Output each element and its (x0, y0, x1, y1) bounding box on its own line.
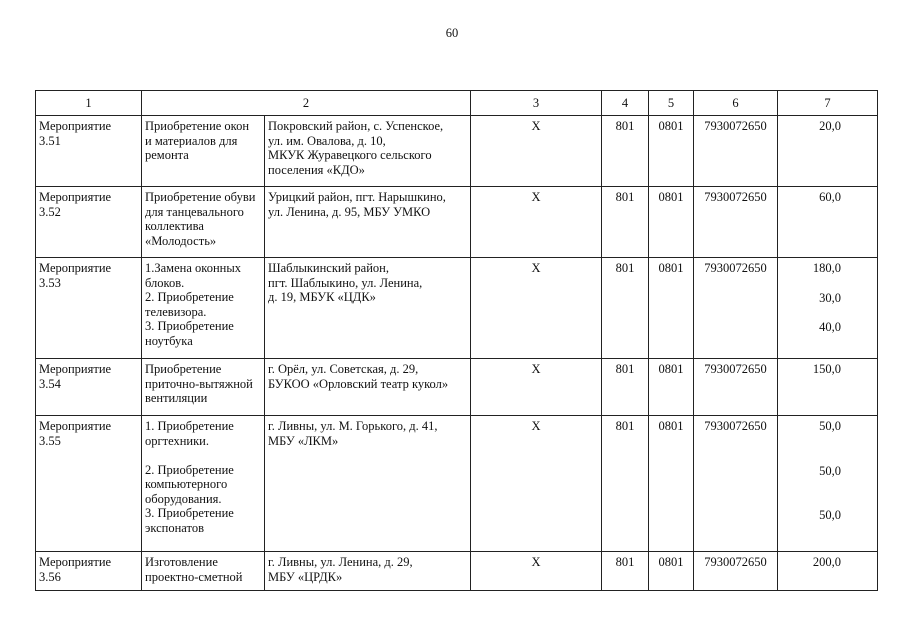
event-name-cell-line: 3.51 (39, 133, 61, 148)
purchase-description-cell-line: блоков. (145, 275, 185, 290)
purchase-description-cell-line: компьютерного (145, 477, 228, 491)
table-row (36, 187, 878, 258)
event-name-cell (36, 187, 142, 258)
event-name-cell-line: Мероприятие (39, 419, 112, 433)
purchase-description-cell-line: Изготовление (145, 555, 218, 569)
target-code-cell: 7930072650 (694, 359, 778, 416)
event-name-cell (36, 359, 142, 416)
code-801-cell: 801 (602, 187, 649, 258)
purchase-description-cell-line: 3. Приобретение (145, 506, 234, 520)
purchase-description-cell-line: для танцевального (145, 204, 244, 219)
event-name-cell-line: 3.55 (39, 433, 61, 448)
amount-cell (778, 187, 878, 258)
event-name-cell-line: Мероприятие (39, 190, 112, 204)
code-0801-cell: 0801 (649, 416, 694, 552)
table-row (36, 552, 878, 591)
table-header-row (36, 91, 878, 116)
code-x-cell: X (471, 552, 602, 591)
event-name-cell-line: Мероприятие (39, 119, 112, 133)
purchase-description-cell-line: экспонатов (145, 520, 204, 535)
address-cell (265, 187, 471, 258)
header-cell-4: 4 (602, 91, 649, 116)
header-cell-3: 3 (471, 91, 602, 116)
code-801-cell: 801 (602, 116, 649, 187)
code-0801-cell: 0801 (649, 116, 694, 187)
purchase-description-cell (142, 416, 265, 552)
event-name-cell (36, 552, 142, 591)
event-name-cell-line: 3.52 (39, 204, 61, 219)
address-cell-line: г. Ливны, ул. Ленина, д. 29, (268, 555, 413, 569)
purchase-description-cell-line: приточно-вытяжной (145, 376, 253, 391)
amount-value: 50,0 (819, 508, 841, 522)
address-cell-line: ул. им. Овалова, д. 10, (268, 133, 386, 148)
target-code-cell: 7930072650 (694, 552, 778, 591)
code-x-cell: X (471, 187, 602, 258)
code-801-cell: 801 (602, 258, 649, 359)
address-cell-line: г. Орёл, ул. Советская, д. 29, (268, 362, 419, 376)
event-name-cell-line: Мероприятие (39, 362, 112, 376)
address-cell (265, 359, 471, 416)
event-name-cell-line: Мероприятие (39, 261, 112, 275)
amount-cell (778, 359, 878, 416)
amount-value: 50,0 (819, 463, 841, 478)
page-number: 60 (445, 26, 459, 40)
amount-value: 60,0 (819, 190, 841, 204)
code-801-cell: 801 (602, 552, 649, 591)
purchase-description-cell-line: 2. Приобретение (145, 290, 234, 304)
address-cell (265, 116, 471, 187)
amount-cell (778, 258, 878, 359)
purchase-description-cell-line: оборудования. (145, 491, 222, 506)
code-x-cell: X (471, 416, 602, 552)
header-cell-6: 6 (694, 91, 778, 116)
purchase-description-cell (142, 359, 265, 416)
header-cell-5: 5 (649, 91, 694, 116)
purchase-description-cell (142, 116, 265, 187)
purchase-description-cell-line: 3. Приобретение (145, 319, 234, 333)
address-cell-line: БУКОО «Орловский театр кукол» (268, 376, 449, 391)
code-801-cell: 801 (602, 359, 649, 416)
address-cell (265, 552, 471, 591)
target-code-cell: 7930072650 (694, 258, 778, 359)
address-cell-line: МБУ «ЦРДК» (268, 569, 343, 584)
table-row (36, 116, 878, 187)
code-0801-cell: 0801 (649, 187, 694, 258)
purchase-description-cell-line: «Молодость» (145, 233, 217, 248)
header-cell-1: 1 (36, 91, 142, 116)
address-cell-line: ул. Ленина, д. 95, МБУ УМКО (268, 204, 431, 219)
event-name-cell-line: 3.53 (39, 275, 61, 290)
purchase-description-cell-line: проектно-сметной (145, 569, 243, 584)
amount-cell (778, 416, 878, 552)
code-801-cell: 801 (602, 416, 649, 552)
purchase-description-cell-line: 1. Приобретение (145, 419, 234, 433)
event-name-cell (36, 258, 142, 359)
header-cell-7: 7 (778, 91, 878, 116)
header-cell-2: 2 (142, 91, 471, 116)
table-row (36, 359, 878, 416)
budget-table (35, 90, 878, 591)
address-cell-line: Урицкий район, пгт. Нарышкино, (268, 190, 446, 204)
table-row (36, 258, 878, 359)
code-0801-cell: 0801 (649, 258, 694, 359)
purchase-description-cell-line: Приобретение обуви (145, 190, 256, 204)
address-cell-line: г. Ливны, ул. М. Горького, д. 41, (268, 419, 438, 433)
amount-value: 40,0 (819, 320, 841, 334)
address-cell-line: МБУ «ЛКМ» (268, 433, 339, 448)
amount-cell (778, 116, 878, 187)
code-x-cell: X (471, 359, 602, 416)
purchase-description-cell-line (145, 448, 261, 463)
amount-value: 20,0 (819, 119, 841, 133)
address-cell-line: пгт. Шаблыкино, ул. Ленина, (268, 275, 423, 290)
purchase-description-cell-line: 1.Замена оконных (145, 261, 241, 275)
address-cell-line: Шаблыкинский район, (268, 261, 389, 275)
event-name-cell (36, 116, 142, 187)
address-cell-line: д. 19, МБУК «ЦДК» (268, 290, 376, 304)
event-name-cell-line: Мероприятие (39, 555, 112, 569)
purchase-description-cell-line: ремонта (145, 148, 189, 162)
target-code-cell: 7930072650 (694, 116, 778, 187)
address-cell-line: поселения «КДО» (268, 162, 365, 177)
amount-value: 180,0 (812, 261, 841, 275)
address-cell (265, 416, 471, 552)
target-code-cell: 7930072650 (694, 187, 778, 258)
purchase-description-cell-line: вентиляции (145, 391, 208, 405)
code-x-cell: X (471, 258, 602, 359)
amount-value: 50,0 (819, 419, 841, 433)
purchase-description-cell-line: Приобретение (145, 362, 222, 376)
code-0801-cell: 0801 (649, 552, 694, 591)
purchase-description-cell-line: и материалов для (145, 133, 238, 148)
purchase-description-cell-line: Приобретение окон (145, 119, 250, 133)
event-name-cell-line: 3.56 (39, 569, 61, 584)
address-cell-line: Покровский район, с. Успенское, (268, 119, 444, 133)
purchase-description-cell-line: оргтехники. (145, 433, 209, 448)
code-0801-cell: 0801 (649, 359, 694, 416)
code-x-cell: X (471, 116, 602, 187)
address-cell-line: МКУК Журавецкого сельского (268, 148, 432, 162)
amount-value: 150,0 (812, 362, 841, 376)
purchase-description-cell-line: ноутбука (145, 333, 193, 348)
amount-value: 30,0 (819, 290, 841, 305)
purchase-description-cell-line: телевизора. (145, 304, 207, 319)
event-name-cell-line: 3.54 (39, 376, 61, 391)
event-name-cell (36, 416, 142, 552)
purchase-description-cell-line: 2. Приобретение (145, 462, 234, 477)
address-cell (265, 258, 471, 359)
purchase-description-cell (142, 258, 265, 359)
purchase-description-cell (142, 552, 265, 591)
amount-value: 200,0 (812, 555, 841, 569)
target-code-cell: 7930072650 (694, 416, 778, 552)
table-row (36, 416, 878, 552)
purchase-description-cell (142, 187, 265, 258)
purchase-description-cell-line: коллектива (145, 219, 204, 233)
amount-cell (778, 552, 878, 591)
